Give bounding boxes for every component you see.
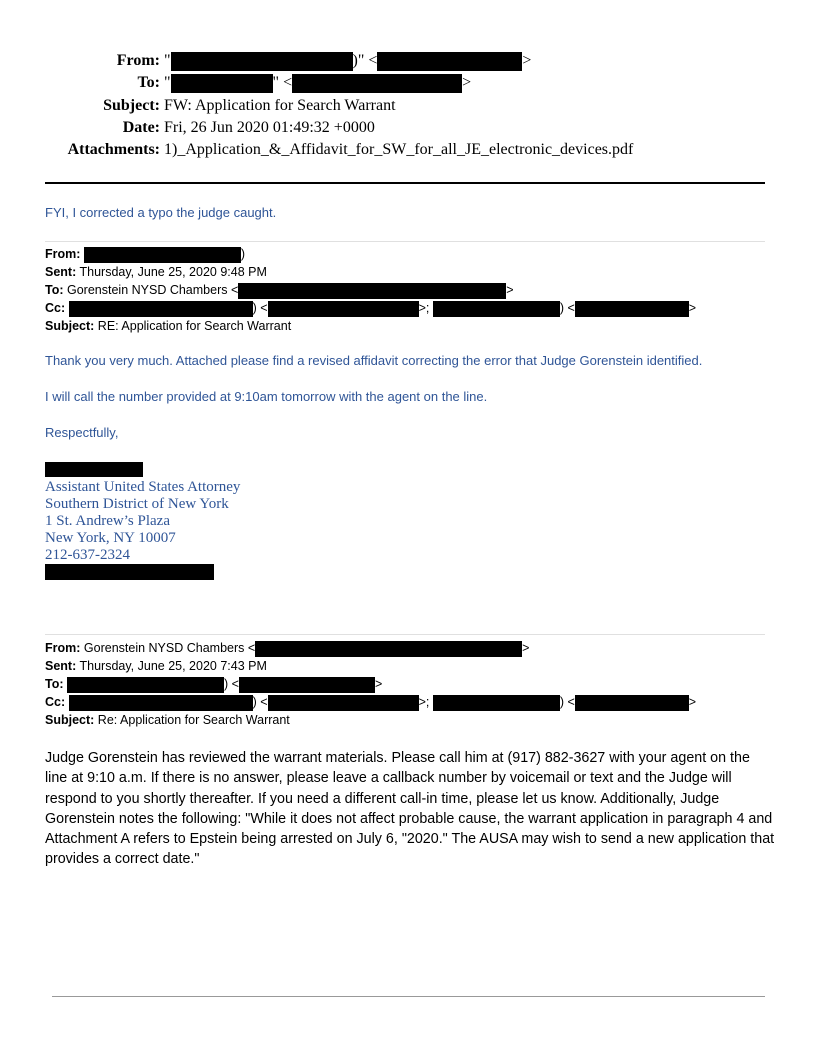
redaction bbox=[239, 677, 375, 693]
redaction bbox=[292, 74, 462, 93]
redaction bbox=[45, 564, 214, 580]
redaction bbox=[433, 695, 560, 711]
msg2-headers: From: Gorenstein NYSD Chambers < > Sent: Thursday, June 25, 2020 7:43 PM To: ) < > Cc: ) < >; ) < > Subject: Re: Application for Search Warrant bbox=[45, 641, 697, 727]
header-attachments: Attachments: 1)_Application_&_Affidavit_for_SW_for_all_JE_electronic_devices.pdf bbox=[67, 141, 634, 158]
attachment-link[interactable]: 1)_Application_&_Affidavit_for_SW_for_all_JE_electronic_devices.pdf bbox=[164, 141, 634, 158]
redaction bbox=[238, 283, 506, 299]
redaction bbox=[377, 52, 522, 71]
msg1-closing: Respectfully, bbox=[45, 425, 119, 440]
header-to: To: " " < > bbox=[137, 74, 472, 92]
header-subject: Subject: FW: Application for Search Warrant bbox=[103, 97, 396, 114]
redaction bbox=[69, 301, 253, 317]
msg1-paragraph: I will call the number provided at 9:10am tomorrow with the agent on the line. bbox=[45, 389, 488, 404]
redaction bbox=[84, 247, 241, 263]
footer-divider bbox=[52, 996, 765, 997]
redaction bbox=[69, 695, 253, 711]
redaction bbox=[255, 641, 522, 657]
divider bbox=[45, 634, 765, 635]
redaction bbox=[171, 74, 273, 93]
header-from: From: " )" < > bbox=[116, 52, 532, 70]
redaction bbox=[45, 462, 143, 477]
redaction bbox=[433, 301, 560, 317]
msg1-headers: From: ) Sent: Thursday, June 25, 2020 9:48 PM To: Gorenstein NYSD Chambers < > Cc: ) < >; ) < > Subject: RE: Application for Search Warrant bbox=[45, 247, 697, 333]
msg2-body: Judge Gorenstein has reviewed the warrant materials. Please call him at (917) 882-3627 with your agent on the line at 9:10 a.m. If there is no answer, please leave a callback number by voicemail or text and the Judge will respond to you shortly thereafter. If you need a different call-in time, please let us know. Additionally, Judge Gorenstein notes the following: "While it does not affect probable cause, the warrant application in paragraph 4 and Attachment A refers to Epstein being arrested on July 6, "2020." The AUSA may wish to send a new application that provides a correct date." bbox=[45, 750, 775, 868]
fyi-text: FYI, I corrected a typo the judge caught. bbox=[45, 205, 277, 220]
divider bbox=[45, 241, 765, 242]
divider bbox=[45, 182, 765, 184]
redaction bbox=[171, 52, 353, 71]
msg1-paragraph: Thank you very much. Attached please find a revised affidavit correcting the error that Judge Gorenstein identified. bbox=[45, 353, 703, 368]
signature: Assistant United States Attorney Southern District of New York 1 St. Andrew’s Plaza New York, NY 10007 212-637-2324 bbox=[45, 479, 241, 563]
redaction bbox=[268, 301, 419, 317]
redaction bbox=[575, 695, 689, 711]
header-date: Date: Fri, 26 Jun 2020 01:49:32 +0000 bbox=[122, 119, 375, 136]
redaction bbox=[67, 677, 224, 693]
redaction bbox=[268, 695, 419, 711]
redaction bbox=[575, 301, 689, 317]
